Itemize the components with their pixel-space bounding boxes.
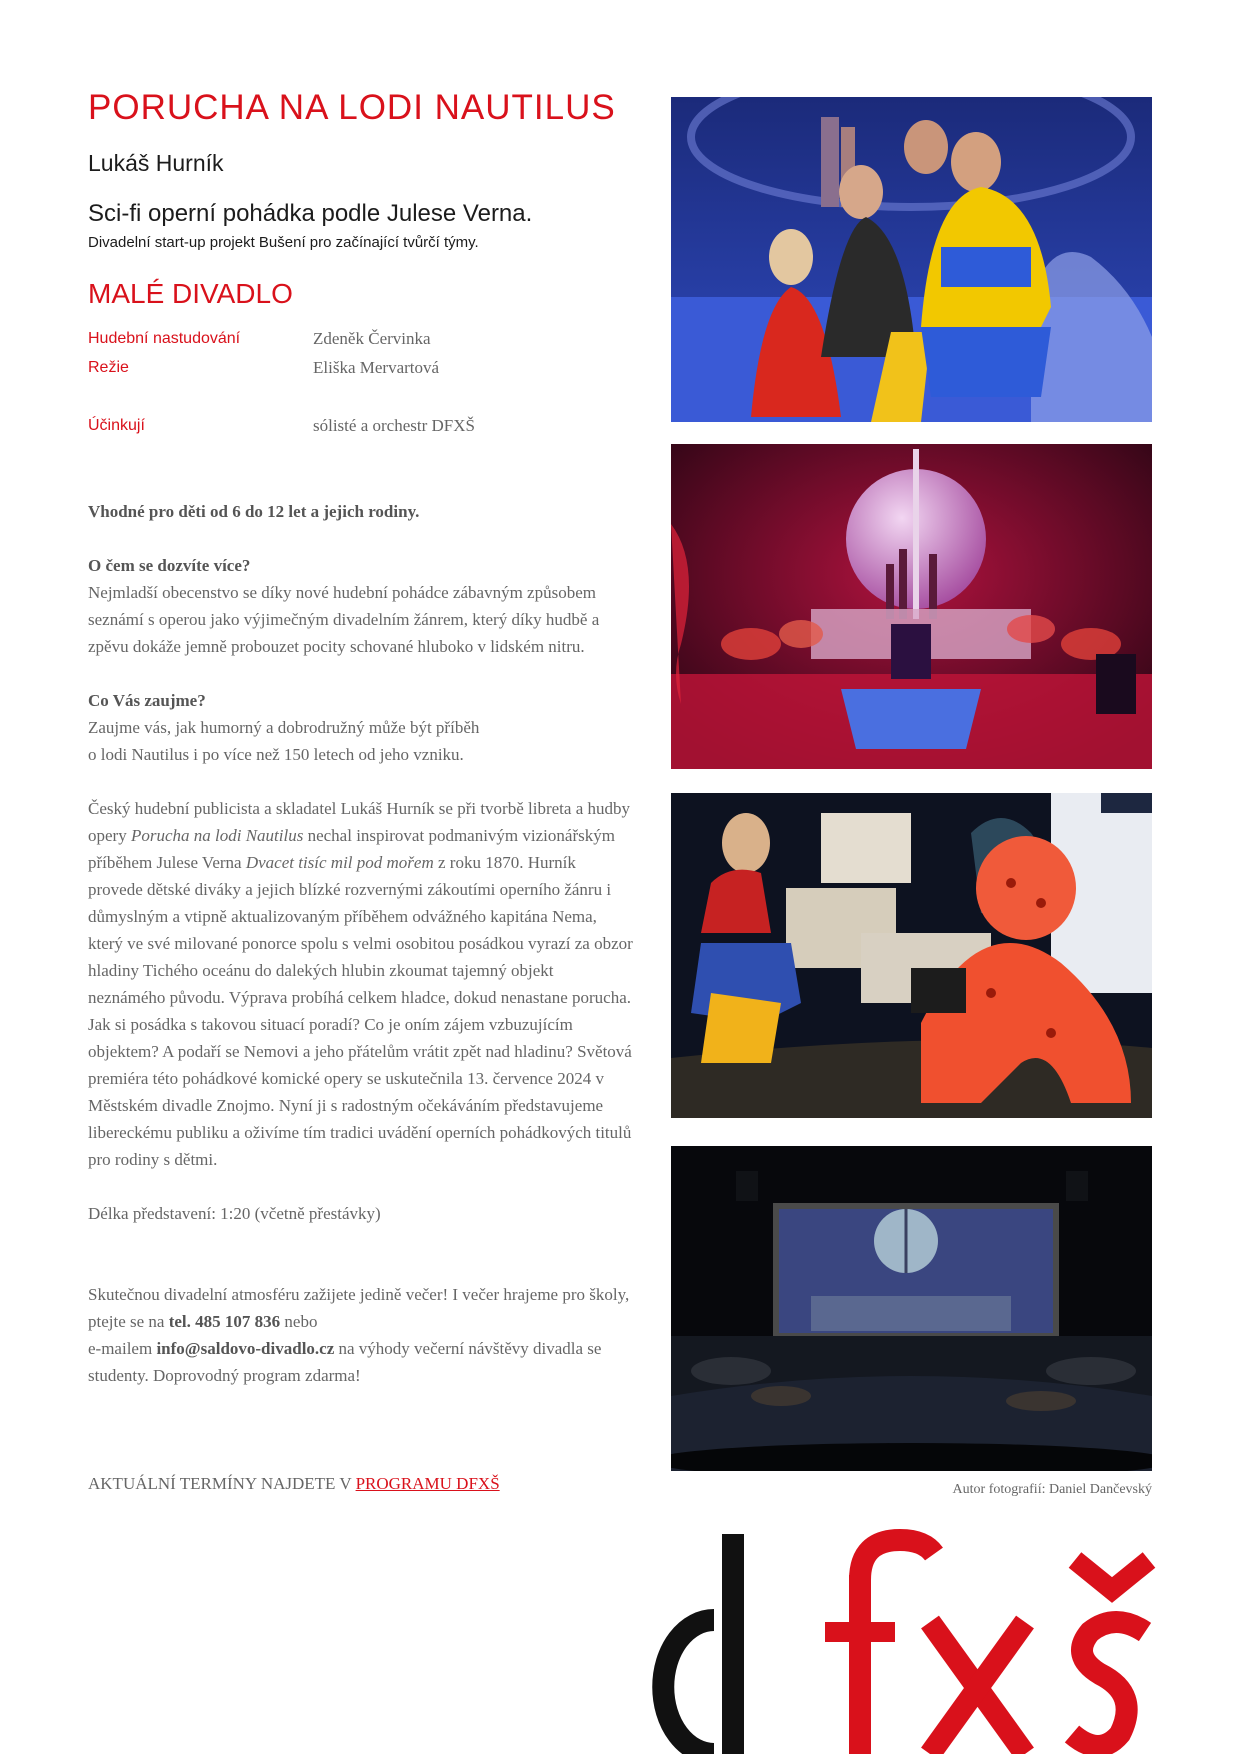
photo-orchestra-wide: [671, 1146, 1152, 1471]
venue-heading: MALÉ DIVADLO: [88, 278, 293, 309]
section-what-you-learn: [88, 552, 633, 660]
section-text: Nejmladší obecenstvo se díky nové hudební pohádce zábavným způsobem seznámí s operou jako výjimečným divadelním žánrem, který díky hudbě a zpěvu dokáže jemně probouzet pocity schované hluboko v lidském nitru.: [88, 583, 600, 656]
audience-note: Vhodné pro děti od 6 do 12 let a jejich rodiny.: [88, 502, 420, 521]
section-heading: Co Vás zaujme?: [88, 691, 206, 710]
contact-info: Skutečnou divadelní atmosféru zažijete jedině večer! I večer hrajeme pro školy, ptejte se na tel. 485 107 836 nebo e-mailem info@saldovo-divadlo.cz na výhody večerní návštěvy divadla se studenty. Doprovodný program zdarma!: [88, 1285, 630, 1385]
phone-number[interactable]: tel. 485 107 836: [168, 1312, 281, 1331]
schedule-line: AKTUÁLNÍ TERMÍNY NAJDETE V PROGRAMU DFXŠ: [88, 1474, 500, 1493]
credit-label-music: Hudební nastudování: [88, 330, 241, 347]
page-title: PORUCHA NA LODI NAUTILUS: [88, 88, 616, 127]
photo-red-stage-sphere: [671, 444, 1152, 769]
program-link[interactable]: PROGRAMU DFXŠ: [355, 1474, 500, 1493]
email-address[interactable]: info@saldovo-divadlo.cz: [156, 1339, 335, 1358]
photo-credit: Autor fotografií: Daniel Dančevský: [952, 1482, 1152, 1497]
dfxs-logo: [620, 1520, 1160, 1754]
photo-cast-on-stage: [671, 97, 1152, 422]
section-what-interests: [88, 687, 633, 768]
credit-value-music: Zdeněk Červinka: [313, 329, 431, 348]
photo-octopus-scene: [671, 793, 1152, 1118]
book-title: Dvacet tisíc mil pod mořem: [245, 853, 434, 872]
author-name: Lukáš Hurník: [88, 150, 224, 176]
body-text: [88, 498, 633, 1416]
section-heading: O čem se dozvíte více?: [88, 556, 251, 575]
section-text: o lodi Nautilus i po více než 150 letech od jeho vzniku.: [88, 745, 464, 764]
duration: Délka představení: 1:20 (včetně přestávky): [88, 1204, 381, 1223]
credit-value-cast: sólisté a orchestr DFXŠ: [313, 416, 475, 435]
credit-label-direction: Režie: [88, 359, 129, 376]
credit-label-cast: Účinkují: [88, 417, 145, 434]
section-text: Zaujme vás, jak humorný a dobrodružný může být příběh: [88, 718, 480, 737]
subtitle: Sci-fi operní pohádka podle Julese Verna.: [88, 200, 533, 227]
project-note: Divadelní start-up projekt Bušení pro začínající tvůrčí týmy.: [88, 234, 479, 251]
work-title: Porucha na lodi Nautilus: [130, 826, 304, 845]
main-description: Český hudební publicista a skladatel Lukáš Hurník se při tvorbě libreta a hudby opery Porucha na lodi Nautilus nechal inspirovat podmanivým vizionářským příběhem Julese Verna Dvacet tisíc mil pod mořem z roku 1870. Hurník provede dětské diváky a jejich blízké rozvernými zákoutími operního žánru i důmyslným a vtipně aktualizovaným příběhem odvážného kapitána Nema, který ve své milované ponorce spolu s velmi osobitou posádkou vyrazí za obzor hladiny Tichého oceánu do dalekých hlubin zkoumat tajemný objekt neznámého původu. Výprava probíhá celkem hladce, dokud nenastane porucha. Jak si posádka s takovou situací poradí? Co je oním zájem vzbuzujícím objektem? A podaří se Nemovi a jeho přátelům vrátit zpět nad hladinu? Světová premiéra této pohádkové komické opery se uskutečnila 13. července 2024 v Městském divadle Znojmo. Nyní ji s radostným očekáváním představujeme libereckému publiku a oživíme tím tradici uvádění operních pohádkových titulů pro rodiny s dětmi.: [88, 799, 633, 1169]
credit-value-direction: Eliška Mervartová: [313, 358, 440, 377]
